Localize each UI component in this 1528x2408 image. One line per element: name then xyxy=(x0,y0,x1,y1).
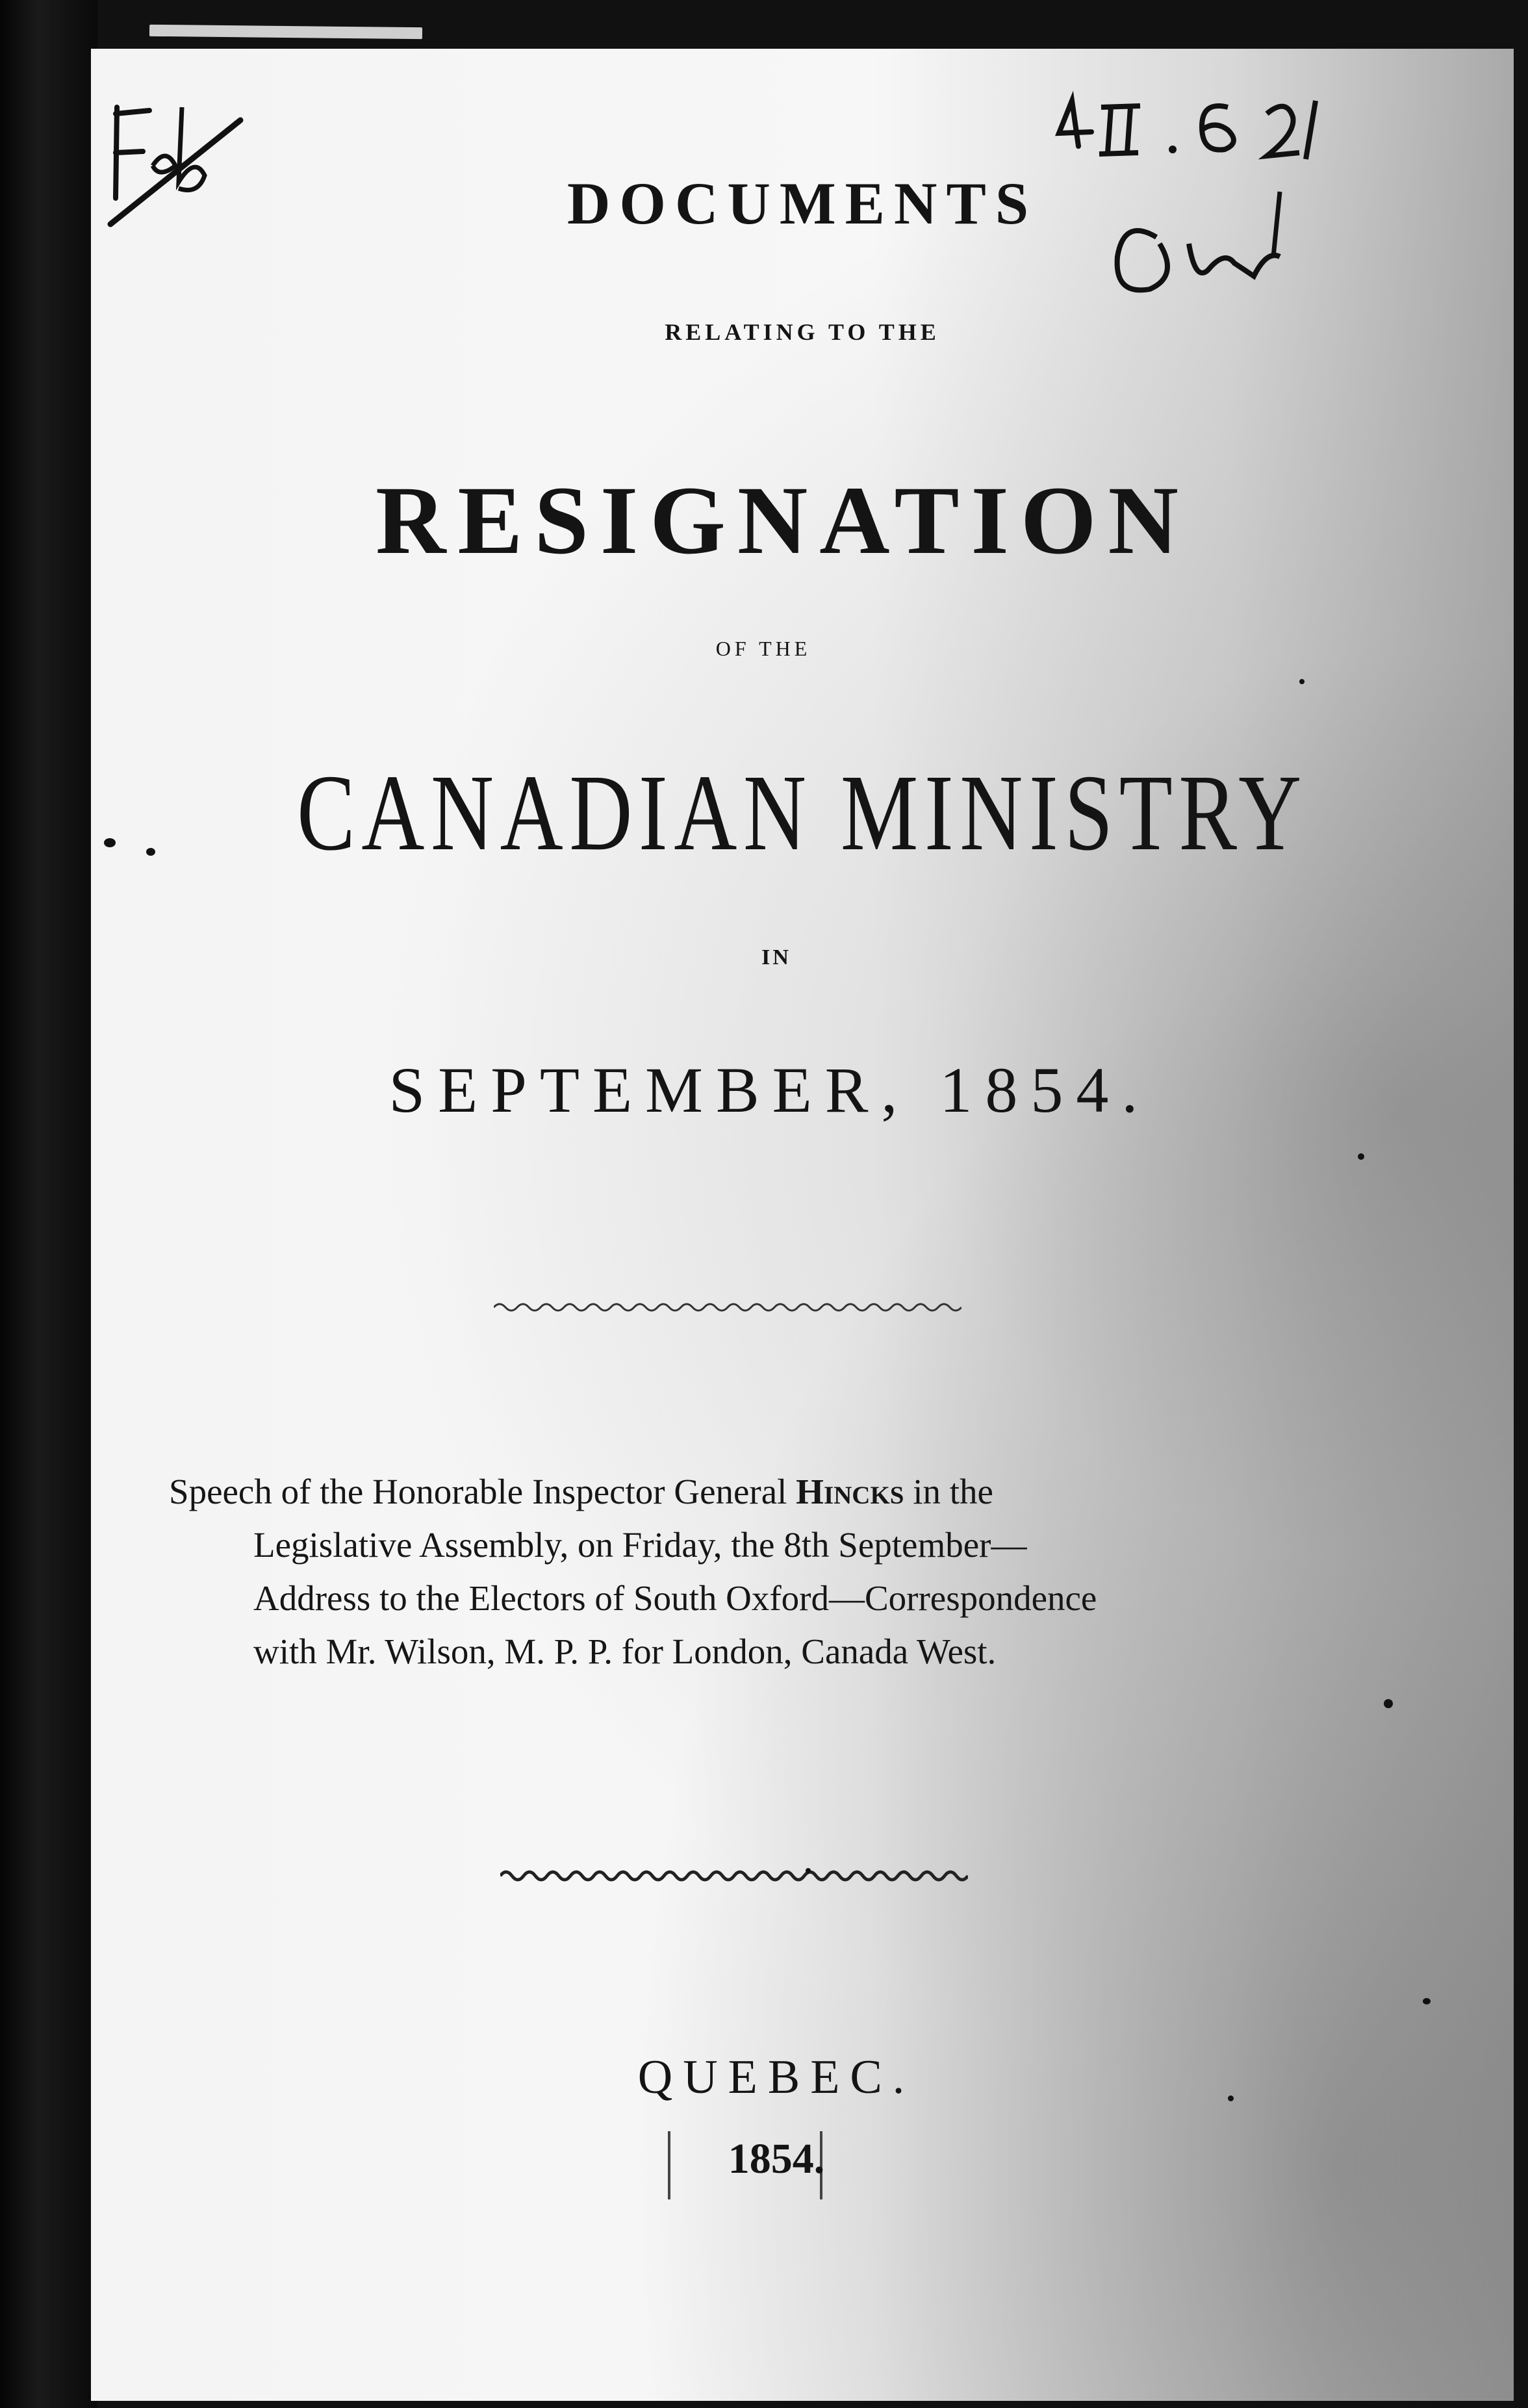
ink-speck xyxy=(1423,1998,1431,2005)
title-page xyxy=(91,49,1514,2401)
title-in: IN xyxy=(761,945,791,969)
book-binding-edge xyxy=(0,0,97,2408)
contents-line-2: Legislative Assembly, on Friday, the 8th September— xyxy=(253,1525,1027,1565)
title-relating-to-the: RELATING TO THE xyxy=(665,319,940,345)
imprint-place: QUEBEC. xyxy=(637,2051,915,2104)
ornamental-rule-upper xyxy=(494,1300,961,1315)
ink-speck xyxy=(1384,1699,1393,1708)
title-date: SEPTEMBER, 1854. xyxy=(388,1054,1151,1126)
contents-line-4: with Mr. Wilson, M. P. P. for London, Canada West. xyxy=(253,1632,997,1671)
ink-speck xyxy=(104,838,116,847)
title-canadian-ministry: CANADIAN MINISTRY xyxy=(297,752,1308,873)
ink-speck xyxy=(806,1868,811,1873)
ink-speck xyxy=(1299,679,1305,684)
contents-name-hincks: Hincks xyxy=(796,1472,904,1511)
title-resignation: RESIGNATION xyxy=(376,467,1190,574)
ink-speck xyxy=(1228,2095,1234,2101)
ink-speck xyxy=(146,848,155,856)
contents-line-3: Address to the Electors of South Oxford—Correspondence xyxy=(253,1578,1097,1618)
ink-speck xyxy=(1358,1153,1364,1160)
contents-description xyxy=(169,1465,1390,1678)
contents-line-1: Speech of the Honorable Inspector General Hincks in the xyxy=(169,1472,993,1511)
title-of-the: OF THE xyxy=(715,637,811,660)
title-documents: DOCUMENTS xyxy=(567,170,1038,237)
imprint-year: 1854. xyxy=(728,2135,825,2183)
ornamental-rule-lower xyxy=(500,1865,968,1887)
